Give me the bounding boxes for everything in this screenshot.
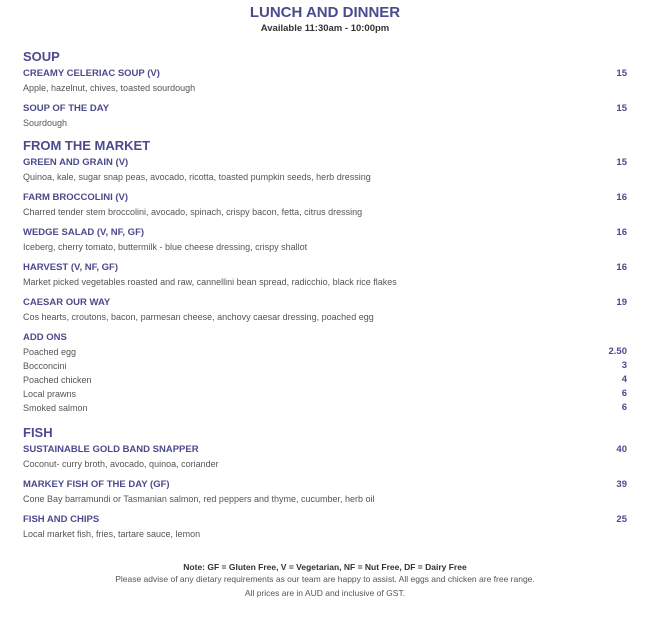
item-row: [23, 155, 627, 170]
item-row: [23, 477, 627, 492]
addon-price: 6: [621, 402, 627, 413]
addon-row: [23, 401, 627, 415]
section-heading: FISH: [23, 425, 53, 440]
menu-item: [23, 155, 627, 185]
section-heading: SOUP: [23, 49, 60, 64]
item-description: Market picked vegetables roasted and raw, cannellini bean spread, radicchio, black rice flakes: [23, 277, 397, 287]
item-description: Quinoa, kale, sugar snap peas, avocado, ricotta, toasted pumpkin seeds, herb dressing: [23, 172, 371, 182]
price-note: All prices are in AUD and inclusive of GST.: [244, 588, 406, 598]
item-price: 15: [616, 157, 627, 168]
item-price: 19: [616, 297, 627, 308]
item-description: Apple, hazelnut, chives, toasted sourdough: [23, 83, 196, 93]
menu-item: [23, 477, 627, 507]
notes: [0, 561, 650, 599]
menu-item: [23, 190, 627, 220]
addon-name: Local prawns: [23, 389, 77, 399]
item-price: 16: [616, 227, 627, 238]
addon-row: [23, 373, 627, 387]
item-row: [23, 190, 627, 205]
item-description: Local market fish, fries, tartare sauce, lemon: [23, 529, 201, 539]
menu-item: [23, 66, 627, 96]
item-row: [23, 295, 627, 310]
addon-name: Smoked salmon: [23, 403, 88, 413]
item-description: Coconut- curry broth, avocado, quinoa, coriander: [23, 459, 219, 469]
item-description: Cos hearts, croutons, bacon, parmesan cheese, anchovy caesar dressing, poached egg: [23, 312, 374, 322]
addon-row: [23, 387, 627, 401]
item-row: [23, 225, 627, 240]
item-name: FARM BROCCOLINI (V): [23, 192, 129, 203]
addon-name: Bocconcini: [23, 361, 67, 371]
addon-price: 6: [621, 388, 627, 399]
availability: Available 11:30am - 10:00pm: [260, 23, 390, 34]
item-name: MARKEY FISH OF THE DAY (GF): [23, 479, 170, 490]
item-name: GREEN AND GRAIN (V): [23, 157, 129, 168]
item-name: CREAMY CELERIAC SOUP (V): [23, 68, 160, 79]
item-price: 25: [616, 514, 627, 525]
item-description: Charred tender stem broccolini, avocado, spinach, crispy bacon, fetta, citrus dressing: [23, 207, 363, 217]
menu-item: [23, 512, 627, 542]
menu-item: [23, 442, 627, 472]
addon-name: Poached chicken: [23, 375, 92, 385]
item-name: CAESAR OUR WAY: [23, 297, 111, 308]
addons-heading: ADD ONS: [23, 332, 67, 343]
item-price: 40: [616, 444, 627, 455]
addon-row: [23, 345, 627, 359]
item-price: 16: [616, 262, 627, 273]
item-description: Sourdough: [23, 118, 68, 128]
item-row: [23, 512, 627, 527]
addon-name: Poached egg: [23, 347, 77, 357]
item-description: Iceberg, cherry tomato, buttermilk - blue cheese dressing, crispy shallot: [23, 242, 308, 252]
item-name: WEDGE SALAD (V, NF, GF): [23, 227, 145, 238]
item-name: SUSTAINABLE GOLD BAND SNAPPER: [23, 444, 199, 455]
item-row: [23, 101, 627, 116]
dietary-advice: Please advise of any dietary requirements as our team are happy to assist. All eggs and chicken are free range.: [115, 574, 535, 584]
item-price: 15: [616, 68, 627, 79]
addon-price: 2.50: [608, 346, 627, 357]
item-name: FISH AND CHIPS: [23, 514, 100, 525]
addon-row: [23, 359, 627, 373]
addon-price: 4: [621, 374, 627, 385]
dietary-legend: Note: GF = Gluten Free, V = Vegetarian, NF = Nut Free, DF = Dairy Free: [183, 562, 467, 572]
menu-item: [23, 225, 627, 255]
item-description: Cone Bay barramundi or Tasmanian salmon, red peppers and thyme, cucumber, herb oil: [23, 494, 375, 504]
menu-item: [23, 260, 627, 290]
item-price: 39: [616, 479, 627, 490]
item-row: [23, 260, 627, 275]
section-heading: FROM THE MARKET: [23, 138, 151, 153]
addon-price: 3: [621, 360, 627, 371]
menu-item: [23, 101, 627, 131]
item-name: HARVEST (V, NF, GF): [23, 262, 119, 273]
item-price: 16: [616, 192, 627, 203]
item-price: 15: [616, 103, 627, 114]
menu-item: [23, 295, 627, 325]
menu-list: [23, 47, 627, 547]
item-name: SOUP OF THE DAY: [23, 103, 110, 114]
page-title: LUNCH AND DINNER: [249, 4, 401, 21]
item-row: [23, 66, 627, 81]
item-row: [23, 442, 627, 457]
